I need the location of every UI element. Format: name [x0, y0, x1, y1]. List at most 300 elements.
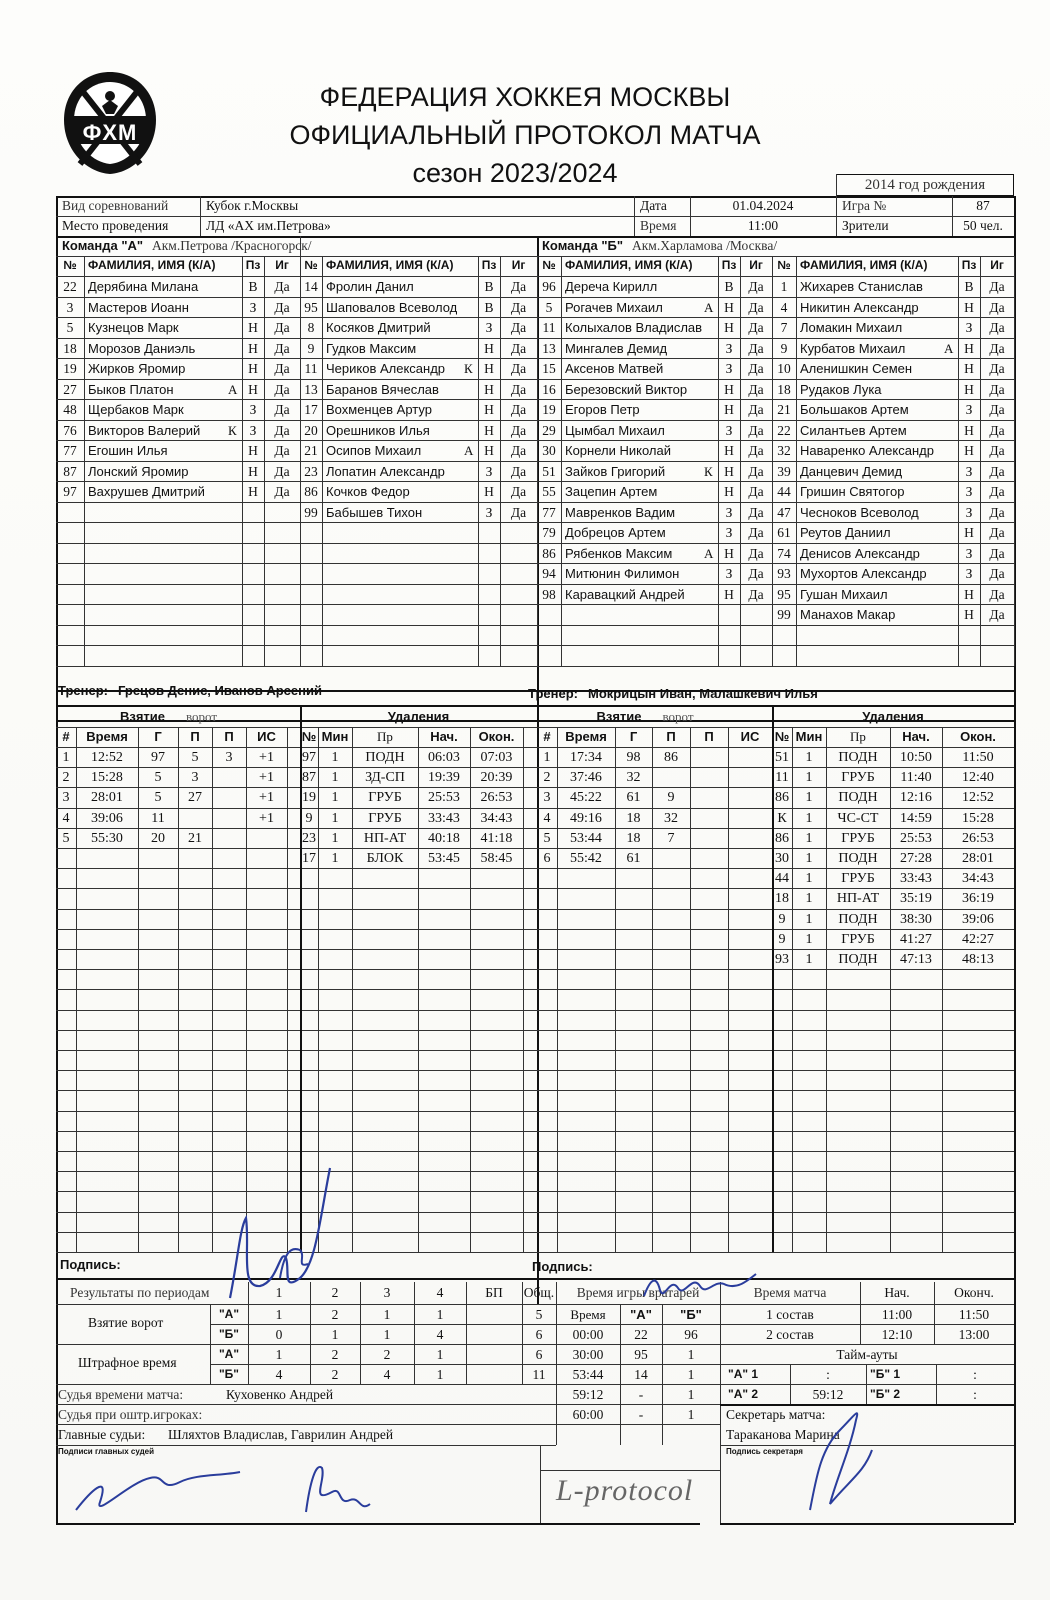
grid-line — [56, 1278, 1014, 1280]
team-a-player-num: 87 — [63, 463, 77, 479]
team-b-player-pos: Н — [964, 422, 974, 438]
goalie-head: Время — [570, 1307, 606, 1322]
grid-line — [56, 543, 1014, 544]
grid-line — [56, 1424, 556, 1425]
grid-line — [56, 1191, 1014, 1192]
team-a-player-num: 97 — [63, 484, 77, 499]
team-b-name: Акм.Харламова /Москва/ — [632, 238, 778, 253]
penalty-judge-label: Судья при оштр.игроках: — [58, 1407, 203, 1422]
team-a-penalty-cell: 87 — [302, 770, 316, 786]
roster-head-name: ФАМИЛИЯ, ИМЯ (К/А) — [565, 258, 693, 272]
timeout-a2-time: 59:12 — [812, 1387, 844, 1402]
team-a-player-name: Лонский Яромир — [88, 463, 189, 479]
team-b-player-num: 74 — [777, 545, 791, 561]
team-b-goal-cell: 5 — [543, 830, 551, 846]
team-b-player-played: Да — [748, 484, 764, 499]
team-b-goal-cell: 53:44 — [570, 830, 602, 846]
grid-line — [56, 747, 1014, 748]
team-a-goals-col-head: ИС — [257, 729, 276, 744]
team-a-player-captain-mark: А — [464, 443, 474, 458]
period-head: 1 — [275, 1285, 283, 1300]
team-a-player-pos: Н — [484, 443, 494, 458]
team-b-player-name: Жихарев Станислав — [800, 279, 923, 294]
team-b-goals-col-head: П — [704, 729, 714, 744]
grid-line — [212, 727, 213, 1252]
grid-line — [56, 256, 1014, 257]
team-b-player-pos: Н — [724, 586, 734, 602]
goalie-head: "А" — [630, 1307, 652, 1322]
grid-line — [826, 727, 827, 1252]
team-a-player-name: Егошин Илья — [88, 443, 168, 458]
team-b-penalty-cell: 9 — [778, 911, 786, 927]
team-a-goals-title: Взятие — [120, 709, 166, 724]
team-b-goal-cell: 3 — [543, 790, 551, 806]
team-b-goal-cell: 61 — [626, 790, 641, 806]
team-b-coach-label: Тренер: — [528, 686, 578, 701]
team-b-player-num: 16 — [542, 381, 556, 397]
team-b-penalty-cell: 1 — [805, 750, 813, 765]
team-a-player-name: Жирков Яромир — [88, 361, 186, 376]
team-a-goal-cell: 5 — [191, 750, 199, 765]
secretary-label: Секретарь матча: — [726, 1407, 826, 1422]
team-a-player-num: 18 — [63, 340, 77, 356]
timekeeper-name: Куховенко Андрей — [226, 1387, 334, 1402]
grid-line — [556, 1404, 720, 1405]
grid-line — [56, 338, 1014, 339]
team-a-player-played: Да — [274, 279, 290, 294]
team-a-player-pos: Н — [248, 361, 258, 376]
team-a-player-played: Да — [274, 361, 290, 376]
team-a-penalty-cell: 06:03 — [428, 750, 460, 765]
team-b-signature-label: Подпись: — [532, 1259, 593, 1274]
goalie-cell: 96 — [684, 1327, 698, 1342]
team-a-player-num: 11 — [304, 361, 318, 376]
match-time-title: Время матча — [753, 1285, 827, 1300]
grid-line — [556, 1344, 720, 1345]
spectators-label: Зрители — [842, 218, 889, 233]
team-b-player-pos: З — [725, 525, 733, 540]
team-b-player-captain-mark: А — [944, 340, 954, 356]
team-a-penalties-col-head: Нач. — [430, 729, 458, 744]
team-b-penalty-cell: НП-АТ — [836, 891, 880, 907]
team-b-player-name: Силантьев Артем — [800, 422, 907, 438]
team-a-player-name: Баранов Вячеслав — [326, 381, 439, 397]
team-b-penalty-cell: 12:16 — [900, 790, 932, 806]
place-value: ЛД «АХ им.Петрова» — [206, 218, 331, 233]
team-a-player-num: 76 — [63, 422, 77, 438]
team-b-penalty-cell: 39:06 — [962, 911, 994, 927]
team-b-penalty-cell: 1 — [805, 911, 813, 927]
team-a-player-num: 27 — [63, 381, 77, 397]
team-b-player-name: Березовский Виктор — [565, 381, 688, 397]
team-a-goal-cell: 5 — [154, 790, 162, 806]
team-a-goal-cell: +1 — [259, 770, 274, 786]
grid-line — [56, 1111, 1014, 1112]
team-b-player-pos: Н — [964, 607, 974, 622]
team-b-player-pos: Н — [964, 525, 974, 540]
team-a-penalty-cell: 1 — [331, 750, 339, 765]
team-b-player-name: Гушан Михаил — [800, 586, 888, 602]
team-b-penalty-cell: 12:52 — [962, 790, 994, 806]
team-b-player-pos: Н — [724, 545, 734, 561]
team-b-player-played: Да — [748, 279, 764, 294]
team-a-goal-cell: 4 — [62, 810, 70, 826]
team-a-player-captain-mark: К — [228, 422, 237, 438]
grid-line — [634, 196, 635, 236]
team-b-player-played: Да — [989, 402, 1005, 417]
team-a-coach: Грецов Денис, Иванов Арсений — [118, 683, 322, 698]
period-head: 3 — [383, 1285, 391, 1300]
grid-line — [200, 196, 201, 236]
game-label: Игра № — [842, 198, 887, 213]
grid-line — [772, 705, 774, 1252]
competition-value: Кубок г.Москвы — [206, 198, 299, 213]
team-b-player-played: Да — [748, 443, 764, 458]
grid-line — [56, 1232, 1014, 1233]
team-b-player-pos: Н — [724, 484, 734, 499]
team-b-penalty-cell: 47:13 — [900, 952, 932, 967]
team-b-penalty-cell: 51 — [775, 750, 789, 765]
team-b-goals-col-head: П — [666, 729, 676, 744]
team-b-player-pos: Н — [724, 463, 734, 479]
team-a-penalty-cell: 23 — [302, 830, 316, 846]
referees-signature-icon — [70, 1452, 400, 1522]
team-a-penalty-cell: 19 — [302, 790, 316, 806]
grid-line — [1014, 256, 1015, 666]
team-a-penalty-cell: 1 — [331, 770, 339, 786]
team-b-player-name: Манахов Макар — [800, 607, 896, 622]
team-b-player-name: Рябенков Максим — [565, 545, 673, 561]
team-a-player-played: Да — [274, 381, 290, 397]
team-b-penalty-cell: 10:50 — [900, 750, 932, 765]
grid-line — [178, 727, 179, 1252]
team-b-player-played: Да — [748, 320, 764, 335]
referees-names: Шляхтов Владислав, Гаврилин Андрей — [168, 1427, 394, 1442]
team-b-player-name: Мингалев Демид — [565, 340, 668, 356]
team-a-goal-cell: 1 — [62, 750, 70, 765]
team-a-player-pos: З — [485, 463, 493, 479]
timeout-b1-time: : — [973, 1367, 977, 1382]
team-a-penalty-cell: 1 — [331, 830, 339, 846]
period-value: 5 — [535, 1307, 543, 1322]
timekeeper-label: Судья времени матча: — [58, 1387, 184, 1402]
time-label: Время — [640, 218, 677, 233]
team-b-goal-cell: 7 — [667, 830, 675, 846]
team-b-player-num: 99 — [777, 607, 791, 622]
team-b-penalty-cell: ГРУБ — [841, 931, 875, 947]
team-a-goal-cell: 97 — [151, 750, 165, 765]
grid-line — [690, 727, 691, 1252]
goalie-cell: 60:00 — [572, 1407, 604, 1422]
grid-line — [540, 1445, 541, 1523]
grid-line — [56, 1131, 1014, 1132]
grid-line — [836, 196, 837, 236]
grid-line — [138, 727, 139, 1252]
team-b-player-num: 44 — [777, 484, 791, 499]
team-b-player-pos: Н — [724, 299, 734, 315]
team-b-penalty-cell: ПОДН — [838, 851, 878, 866]
goalie-cell: 14 — [634, 1367, 648, 1382]
team-a-label: Команда "А" — [62, 238, 144, 253]
goalie-cell: - — [638, 1387, 644, 1402]
grid-line — [56, 929, 1014, 930]
grid-line — [56, 1384, 1014, 1385]
team-a-player-captain-mark: А — [228, 381, 238, 397]
grid-line — [56, 1212, 1014, 1213]
game-value: 87 — [976, 198, 990, 213]
team-b-player-num: 29 — [542, 422, 556, 438]
team-b-player-played: Да — [989, 279, 1005, 294]
team-a-penalty-cell: 17 — [302, 851, 316, 866]
team-a-penalty-cell: 07:03 — [480, 750, 513, 765]
grid-line — [56, 604, 1014, 605]
team-b-player-num: 93 — [777, 566, 791, 581]
team-a-player-played: Да — [510, 463, 527, 479]
grid-line — [56, 502, 1014, 503]
team-b-penalty-cell: 1 — [805, 830, 813, 846]
period-value: 1 — [436, 1307, 444, 1322]
team-b-goal-cell: 86 — [664, 750, 678, 765]
team-a-goal-cell: 3 — [225, 750, 233, 765]
team-b-penalties-col-head: Мин — [795, 729, 823, 744]
match-time-row-end: 13:00 — [958, 1327, 990, 1342]
period-value: 1 — [436, 1367, 444, 1382]
grid-line — [942, 727, 943, 1252]
referees-label: Главные судьи: — [58, 1427, 146, 1442]
logo-text: ФХМ — [82, 120, 138, 145]
grid-line — [264, 256, 265, 666]
grid-line — [958, 256, 959, 666]
match-time-row-end: 11:50 — [958, 1307, 990, 1322]
team-b-player-played: Да — [748, 586, 764, 602]
team-a-player-captain-mark: К — [464, 361, 473, 376]
grid-line — [56, 1523, 700, 1525]
team-b-penalty-cell: 1 — [805, 871, 813, 887]
team-b-player-played: Да — [748, 463, 764, 479]
match-time-row-start: 12:10 — [881, 1327, 913, 1342]
team-b-penalty-cell: 30 — [775, 851, 789, 866]
roster-head-pos: Пз — [961, 258, 977, 272]
team-a-player-pos: В — [248, 279, 258, 294]
spectators-value: 50 чел. — [963, 218, 1003, 233]
periods-title: Результаты по периодам — [70, 1285, 210, 1300]
timeout-a1-time: : — [826, 1367, 830, 1382]
team-b-penalty-cell: 18 — [775, 891, 789, 907]
team-b-penalties-title: Удаления — [862, 709, 924, 724]
team-b-player-num: 79 — [542, 525, 556, 540]
grid-line — [56, 705, 1014, 707]
grid-line — [56, 828, 1014, 829]
team-a-name: Акм.Петрова /Красногорск/ — [152, 238, 312, 253]
grid-line — [556, 1384, 720, 1385]
team-b-player-name: Зацепин Артем — [565, 484, 658, 499]
team-a-goal-cell: 3 — [62, 790, 70, 806]
team-b-player-name: Корнели Николай — [565, 443, 671, 458]
team-a-player-played: Да — [510, 402, 527, 417]
team-b-player-name: Дереча Кирилл — [565, 279, 658, 294]
team-b-player-pos: Н — [724, 443, 734, 458]
grid-line — [796, 256, 797, 666]
grid-line — [56, 1151, 1014, 1152]
period-value: 4 — [275, 1367, 283, 1382]
team-b-player-pos: З — [725, 340, 733, 356]
grid-line — [56, 848, 1014, 849]
team-a-penalty-cell: 53:45 — [428, 851, 460, 866]
match-time-row-start: 11:00 — [881, 1307, 913, 1322]
team-b-goals-col-head: Время — [565, 729, 607, 744]
team-b-player-name: Каравацкий Андрей — [565, 586, 685, 602]
team-b-player-pos: З — [725, 566, 733, 581]
grid-line — [56, 969, 1014, 970]
grid-line — [615, 727, 616, 1252]
team-b-penalty-cell: ПОДН — [838, 790, 878, 806]
team-b-goal-cell: 9 — [667, 790, 675, 806]
timeout-b2-time: : — [973, 1387, 977, 1402]
grid-line — [56, 1050, 1014, 1051]
team-b-penalty-cell: 48:13 — [962, 952, 994, 967]
roster-head-name: ФАМИЛИЯ, ИМЯ (К/А) — [326, 258, 454, 272]
team-b-player-name: Данцевич Демид — [800, 463, 903, 479]
team-a-player-num: 17 — [304, 402, 318, 417]
grid-line — [537, 256, 538, 666]
team-b-player-played: Да — [989, 484, 1005, 499]
grid-line — [56, 584, 1014, 585]
team-a-player-num: 86 — [304, 484, 318, 499]
team-a-player-played: Да — [510, 361, 527, 376]
team-b-player-played: Да — [989, 361, 1005, 376]
grid-line — [56, 949, 1014, 950]
team-b-goal-cell: 45:22 — [570, 790, 602, 806]
roster-head-pos: Пз — [245, 258, 261, 272]
team-a-player-pos: Н — [248, 340, 258, 356]
grid-line — [352, 727, 353, 1252]
team-b-player-pos: З — [965, 566, 973, 581]
grid-line — [242, 256, 243, 666]
team-b-player-num: 15 — [542, 361, 556, 376]
grid-line — [557, 727, 558, 1252]
team-b-player-played: Да — [748, 299, 764, 315]
birth-year: 2014 год рождения — [864, 177, 986, 193]
team-b-goal-cell: 49:16 — [570, 810, 602, 826]
team-b-player-num: 61 — [777, 525, 791, 540]
team-a-goal-cell: +1 — [259, 750, 274, 765]
period-value: 1 — [383, 1327, 391, 1342]
team-a-player-num: 14 — [304, 279, 318, 294]
period-head: БП — [485, 1285, 503, 1300]
grid-line — [300, 256, 301, 666]
period-value: 1 — [383, 1307, 391, 1322]
team-b-penalty-cell: 36:19 — [962, 891, 994, 907]
team-a-player-name: Морозов Даниэль — [88, 340, 196, 356]
team-b-goal-cell: 61 — [626, 851, 641, 866]
team-a-player-pos: В — [484, 299, 494, 315]
team-a-player-name: Дерябина Милана — [88, 279, 199, 294]
grid-line — [56, 1404, 556, 1405]
time-value: 11:00 — [747, 218, 779, 233]
team-a-penalty-cell: 9 — [305, 810, 313, 826]
federation-title: ФЕДЕРАЦИЯ ХОККЕЯ МОСКВЫ — [319, 82, 731, 112]
period-value: 11 — [532, 1367, 546, 1382]
team-b-penalty-cell: 44 — [775, 871, 789, 887]
team-b-penalty-cell: К — [777, 810, 787, 826]
team-b-player-played: Да — [989, 340, 1005, 356]
grid-line — [56, 379, 1014, 380]
team-b-player-played: Да — [989, 504, 1005, 520]
team-b-player-name: Аксенов Матвей — [565, 361, 664, 376]
goalie-cell: 1 — [687, 1347, 695, 1362]
team-b-player-played: Да — [748, 422, 764, 438]
team-b-coach: Мокрицын Иван, Малашкевич Илья — [588, 686, 818, 701]
footer-brand: L-protocol — [556, 1474, 694, 1507]
team-b-penalties-col-head: Нач. — [902, 729, 930, 744]
team-b-penalty-cell: ГРУБ — [841, 830, 875, 846]
team-a-player-num: 99 — [304, 504, 318, 520]
team-b-player-num: 21 — [777, 402, 791, 417]
team-a-penalty-cell: 40:18 — [428, 830, 460, 846]
period-head: Общ. — [523, 1285, 555, 1300]
grid-line — [56, 1070, 1014, 1071]
protocol-title: ОФИЦИАЛЬНЫЙ ПРОТОКОЛ МАТЧА — [289, 120, 761, 150]
team-a-player-num: 20 — [304, 422, 318, 438]
team-b-penalty-cell: ПОДН — [838, 911, 878, 927]
team-b-player-pos: З — [965, 463, 973, 479]
team-b-player-num: 13 — [542, 340, 556, 356]
team-b-player-name: Егоров Петр — [565, 402, 640, 417]
team-b-goal-cell: 32 — [664, 810, 678, 826]
team-a-penalty-cell: 41:18 — [480, 830, 513, 846]
team-b-penalty-cell: ЧС-СТ — [837, 810, 879, 826]
team-a-goal-cell: 27 — [188, 790, 202, 806]
grid-line — [980, 256, 981, 666]
period-value: 2 — [331, 1347, 339, 1362]
period-head: 4 — [436, 1285, 444, 1300]
team-a-player-played: Да — [274, 484, 290, 499]
team-b-player-played: Да — [748, 361, 764, 376]
team-a-player-name: Фролин Данил — [326, 279, 414, 294]
grid-line — [56, 399, 1014, 400]
team-b-penalty-cell: 1 — [805, 810, 813, 826]
timeout-a2-label: "А" 2 — [728, 1387, 759, 1401]
team-b-player-name: Рогачев Михаил — [565, 299, 663, 315]
team-a-player-name: Вохменцев Артур — [326, 402, 432, 417]
team-b-player-num: 11 — [542, 320, 556, 335]
grid-line — [56, 888, 1014, 889]
team-a-goal-cell: 5 — [62, 830, 70, 846]
team-b-penalty-cell: 93 — [775, 952, 789, 967]
team-a-player-pos: З — [249, 402, 257, 417]
roster-head-pos: Пз — [721, 258, 737, 272]
grid-line — [56, 909, 1014, 910]
roster-head-num: № — [63, 258, 77, 272]
goalie-cell: 53:44 — [572, 1367, 604, 1382]
period-value: 1 — [275, 1347, 283, 1362]
grid-line — [720, 1304, 1014, 1305]
team-a-penalties-col-head: Окон. — [478, 729, 515, 744]
team-a-penalties-col-head: Пр — [377, 729, 393, 744]
team-a-penalty-cell: 25:53 — [428, 790, 460, 806]
team-b-goal-cell: 1 — [543, 750, 551, 765]
team-b-player-num: 39 — [777, 463, 791, 479]
roster-head-name: ФАМИЛИЯ, ИМЯ (К/А) — [88, 258, 216, 272]
roster-head-played: Иг — [511, 258, 526, 272]
team-a-player-played: Да — [274, 422, 290, 438]
team-b-player-num: 4 — [780, 299, 788, 315]
grid-line — [720, 1445, 721, 1523]
team-b-goal-cell: 17:34 — [570, 750, 602, 765]
team-b-player-name: Гришин Святогор — [800, 484, 905, 499]
grid-line — [720, 1344, 1014, 1345]
team-a-goals-col-head: П — [224, 729, 234, 744]
